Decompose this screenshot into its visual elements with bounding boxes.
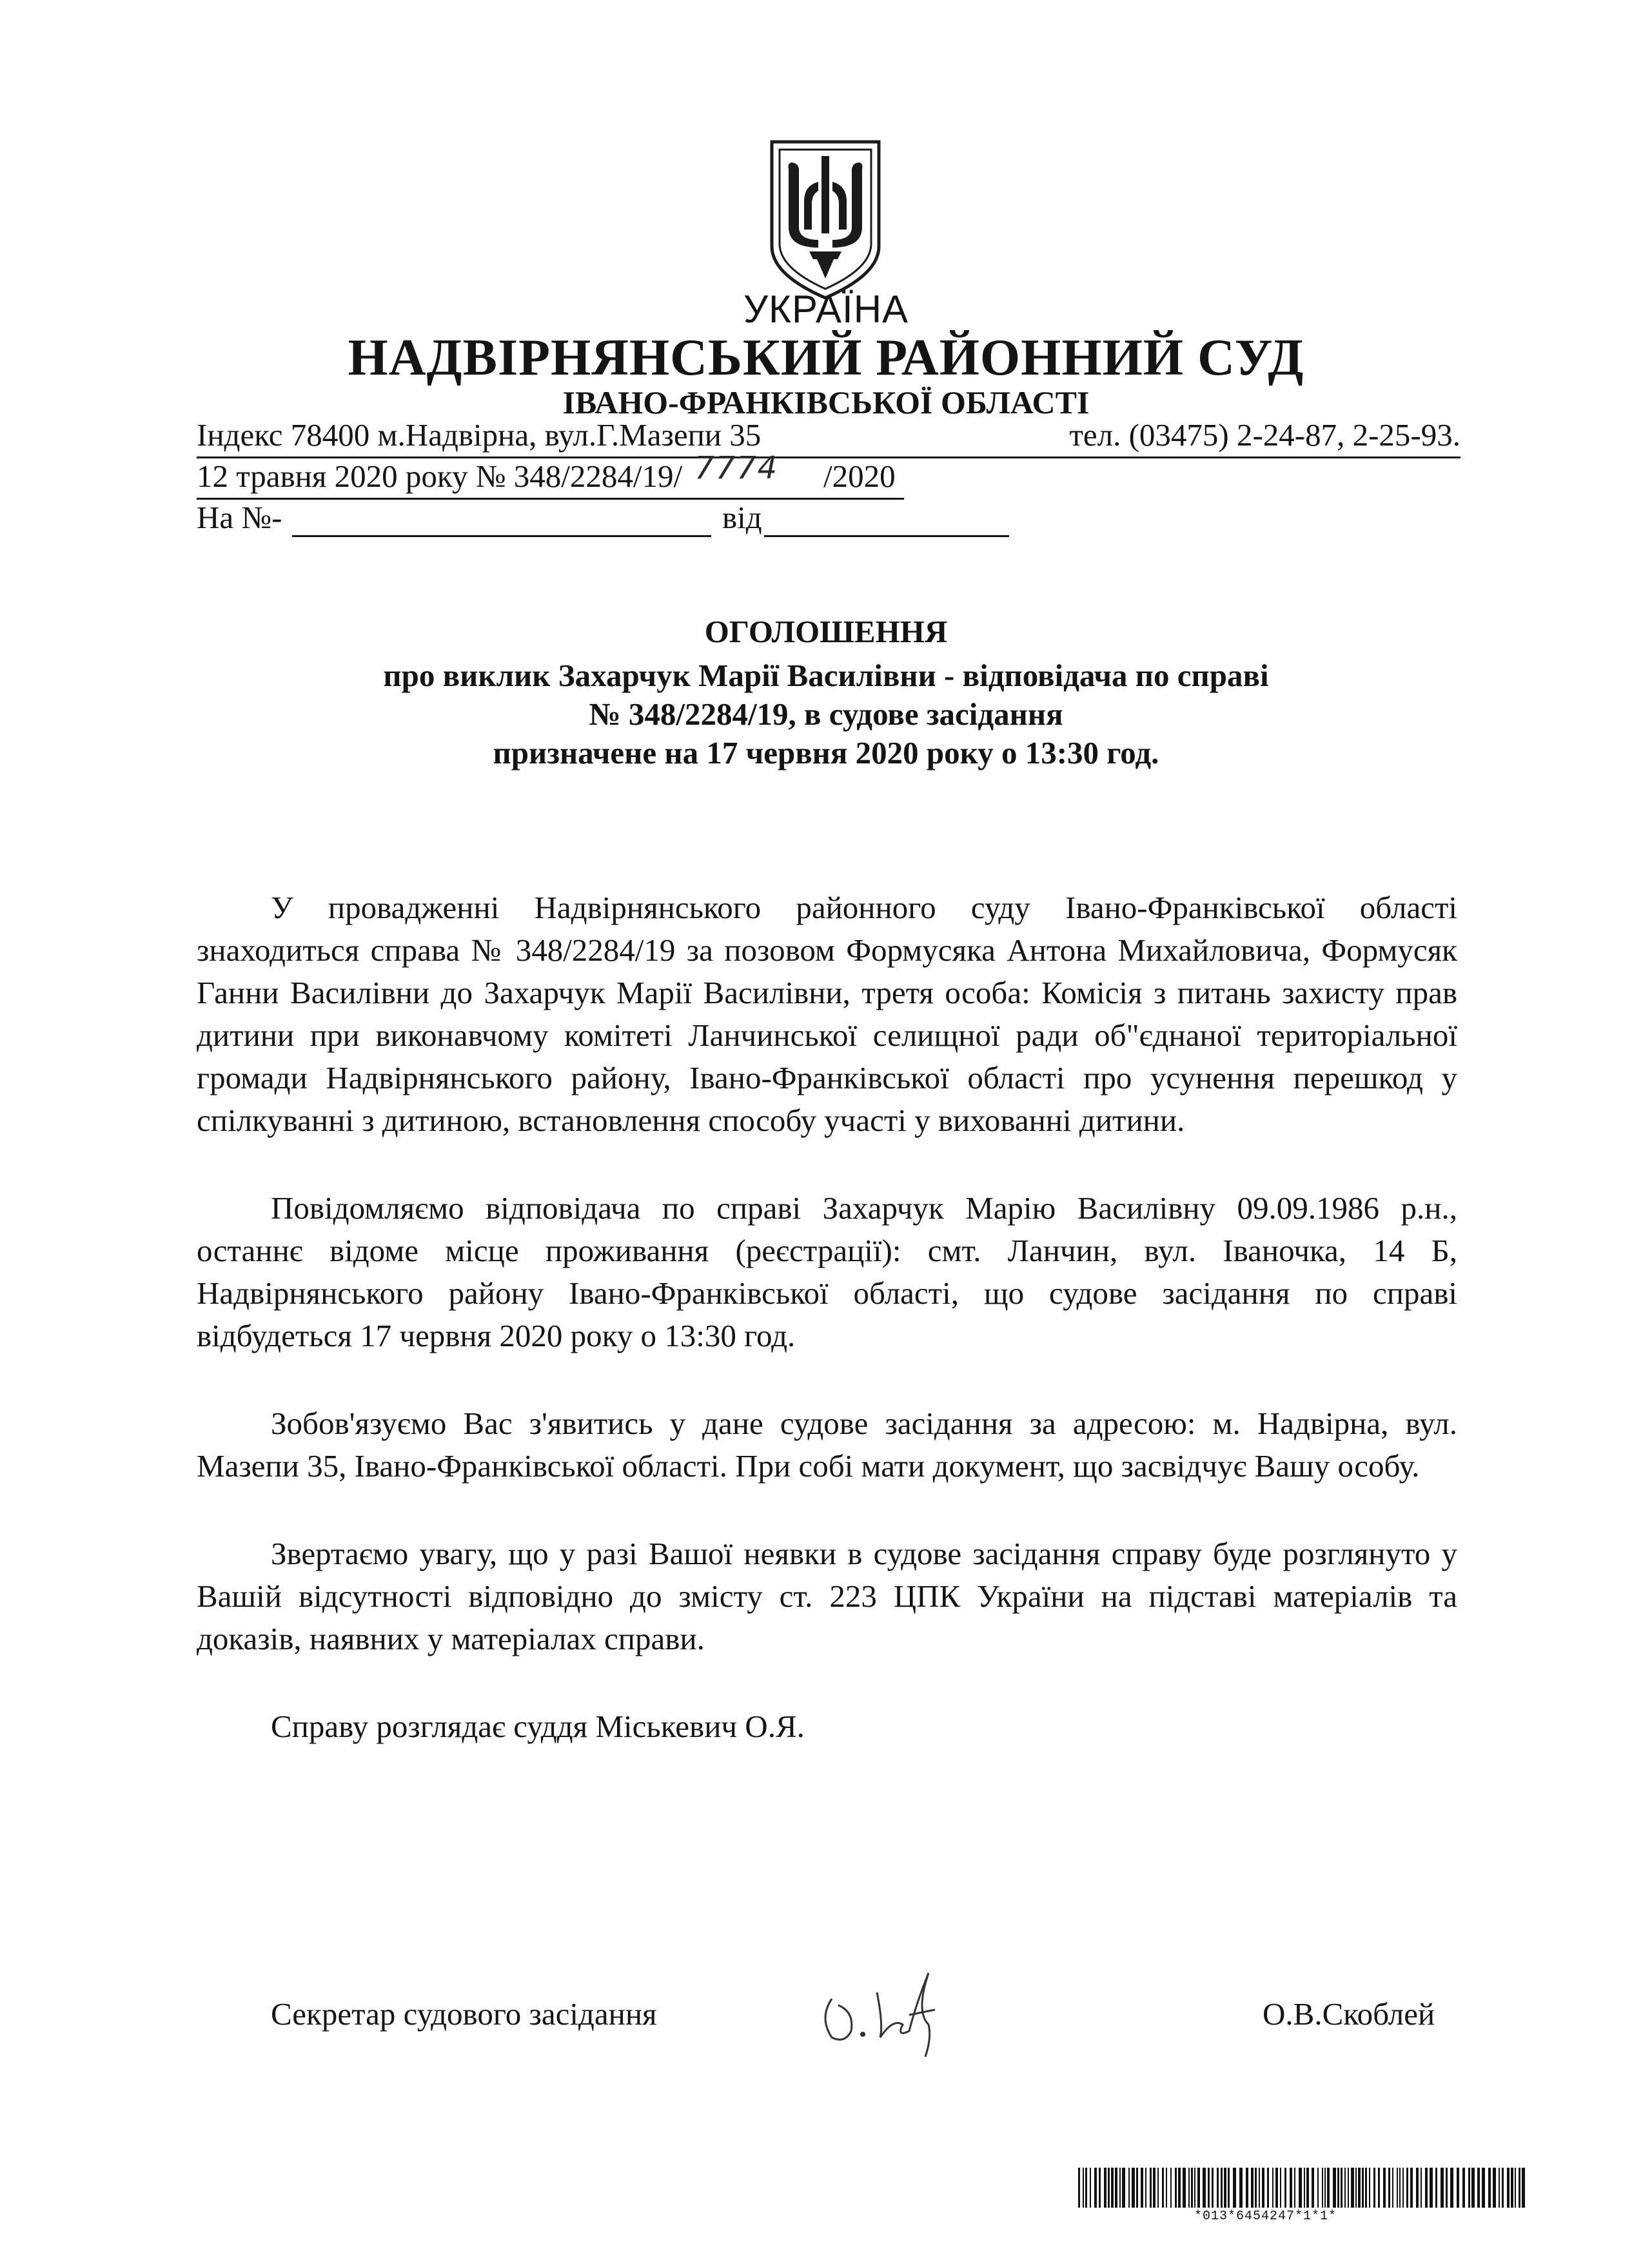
barcode-bar (1197, 2168, 1200, 2208)
barcode-bar (1344, 2168, 1346, 2208)
barcode-bar (1522, 2168, 1525, 2208)
barcode-bar (1324, 2168, 1326, 2208)
barcode-bar (1399, 2168, 1401, 2208)
barcode-bar (1462, 2168, 1465, 2208)
barcode-bar (1493, 2168, 1496, 2208)
barcode-bar (1392, 2168, 1393, 2208)
barcode-bar (1507, 2168, 1509, 2208)
barcode-bar (1519, 2168, 1520, 2208)
barcode-bar (1141, 2168, 1143, 2208)
barcode-bar (1355, 2168, 1357, 2208)
barcode-bar (1416, 2168, 1419, 2208)
barcode-bar (1304, 2168, 1305, 2208)
barcode-bar (1351, 2168, 1354, 2208)
body-paragraph-case: У провадженні Надвірнянського районного суду Івано-Франківської області знаходиться справа № 348/2284/19 за позовом Формусяка Антона Михайловича, Формусяк Ганни Василівни до Захарчук Марії Василівни, третя особа: Комісія з питань захисту прав дитини при виконавчому комітеті Ланчинської селищної ради об"єднаної територіальної громади Надвірнянського району, Івано-Франківської області про усунення перешкод у спілкуванні з дитиною, встановлення способу участі у вихованні дитини. (197, 890, 1457, 1138)
announcement-line-1: про виклик Захарчук Марії Василівни - відповідача по справі (383, 658, 1269, 693)
barcode-bar (1333, 2168, 1336, 2208)
barcode-bar (1203, 2168, 1206, 2208)
body-paragraph-judge: Справу розглядає суддя Міськевич О.Я. (271, 1709, 805, 1744)
barcode-bar (1194, 2168, 1195, 2208)
announcement-line-3: призначене на 17 червня 2020 року о 13:30 год. (493, 735, 1159, 770)
barcode-bar (1441, 2168, 1444, 2208)
barcode-bar (1468, 2168, 1470, 2208)
reply-number-blank (292, 535, 711, 537)
barcode-bar (1153, 2168, 1155, 2208)
country-name: УКРАЇНА (743, 288, 909, 331)
barcode-bar (1136, 2168, 1138, 2208)
barcode-bar (1188, 2168, 1190, 2208)
barcode-bar (1348, 2168, 1349, 2208)
barcode-bar (1369, 2168, 1370, 2208)
barcode-bar (1294, 2168, 1295, 2208)
barcode-bar (1119, 2168, 1121, 2208)
barcode-bar (1306, 2168, 1309, 2208)
barcode-bar (1421, 2168, 1422, 2208)
barcode-bar (1132, 2168, 1135, 2208)
barcode-bar (1341, 2168, 1342, 2208)
barcode-bar (1255, 2168, 1257, 2208)
barcode-bar (1262, 2168, 1264, 2208)
handwritten-signature-icon (806, 1954, 974, 2057)
barcode-bar (1115, 2168, 1117, 2208)
court-phone: тел. (03475) 2-24-87, 2-25-93. (1069, 417, 1460, 453)
barcode-bar (1178, 2168, 1181, 2208)
barcode-bar (1450, 2168, 1453, 2208)
barcode-bar (1085, 2168, 1087, 2208)
barcode-bar (1221, 2168, 1223, 2208)
barcode-bar (1383, 2168, 1386, 2208)
barcode-bar (1128, 2168, 1130, 2208)
barcode-bar (1108, 2168, 1110, 2208)
barcode-bar (1166, 2168, 1167, 2208)
outgoing-date-number: 12 травня 2020 року № 348/2284/19/ (197, 458, 683, 494)
announcement-body (197, 887, 1457, 1793)
barcode-bar (1299, 2168, 1302, 2208)
barcode-bar (1183, 2168, 1186, 2208)
barcode-bar (1471, 2168, 1475, 2208)
barcode-bar (1425, 2168, 1428, 2208)
barcode-bar (1267, 2168, 1269, 2208)
barcode-bar (1162, 2168, 1164, 2208)
barcode-bar (1511, 2168, 1513, 2208)
barcode-bar (1457, 2168, 1459, 2208)
barcode-bar (1251, 2168, 1254, 2208)
reply-reference-line (197, 502, 816, 539)
barcode-bar (1150, 2168, 1152, 2208)
court-region: ІВАНО-ФРАНКІВСЬКОЇ ОБЛАСТІ (562, 384, 1090, 420)
barcode-bar (1362, 2168, 1364, 2208)
barcode-bar (1094, 2168, 1097, 2208)
barcode-bar (1272, 2168, 1273, 2208)
barcode-bar (1157, 2168, 1159, 2208)
barcode-bar (1228, 2168, 1230, 2208)
handwritten-number: 7774 (694, 450, 779, 486)
barcode-bar (1373, 2168, 1375, 2208)
barcode-bar (1275, 2168, 1278, 2208)
barcode-bar (1239, 2168, 1243, 2208)
barcode-bar (1488, 2168, 1491, 2208)
barcode-bar (1122, 2168, 1125, 2208)
barcode-bar (1170, 2168, 1172, 2208)
barcode-bar (1397, 2168, 1398, 2208)
barcode-bar (1175, 2168, 1177, 2208)
barcode-bar (1317, 2168, 1319, 2208)
reply-date-label: від (722, 500, 762, 535)
barcode-bar (1083, 2168, 1084, 2208)
announcement-line-2: № 348/2284/19, в судове засідання (589, 696, 1063, 732)
barcode-bar (1358, 2168, 1361, 2208)
court-name: НАДВІРНЯНСЬКИЙ РАЙОННИЙ СУД (348, 329, 1304, 386)
reply-date-blank (764, 535, 1009, 537)
barcode-number: *013*6454247*1*1* (1194, 2209, 1337, 2224)
barcode-icon (1078, 2168, 1529, 2208)
barcode-bar (1145, 2168, 1146, 2208)
barcode-bar (1191, 2168, 1193, 2208)
barcode-bar (1499, 2168, 1500, 2208)
announcement-heading: ОГОЛОШЕННЯ (704, 614, 948, 649)
barcode-bar (1284, 2168, 1286, 2208)
barcode-bar (1482, 2168, 1485, 2208)
barcode-bar (1259, 2168, 1260, 2208)
barcode-bar (1337, 2168, 1339, 2208)
barcode-bar (1224, 2168, 1226, 2208)
outgoing-year-suffix: /2020 (823, 458, 896, 494)
barcode-bar (1410, 2168, 1413, 2208)
barcode-bar (1208, 2168, 1210, 2208)
body-paragraph-notice: Повідомляємо відповідача по справі Захарчук Марію Василівну 09.09.1986 р.н., останнє відоме місце проживання (реєстрації): смт. Ланчин, вул. Іваночка, 14 Б, Надвірнянського району Івано-Франківської області, що судове засідання по справі відбудеться 17 червня 2020 року о 13:30 год. (197, 1190, 1457, 1353)
barcode-bar (1406, 2168, 1408, 2208)
barcode-bar (1312, 2168, 1314, 2208)
barcode-bar (1388, 2168, 1390, 2208)
signatory-name: О.В.Скоблей (1263, 1996, 1435, 2032)
reply-number-label: На №- (197, 500, 282, 535)
barcode-bar (1402, 2168, 1404, 2208)
address-line (197, 419, 1460, 458)
trident-coat-of-arms-icon (765, 137, 885, 303)
body-paragraph-warning: Звертаємо увагу, що у разі Вашої неявки в судове засідання справу буде розглянуто у Вашій відсутності відповідно до змісту ст. 223 ЦПК України на підставі матеріалів та доказів, наявних у матеріалах справи. (197, 1536, 1457, 1656)
barcode-bar (1502, 2168, 1504, 2208)
barcode-bar (1104, 2168, 1106, 2208)
court-address: Індекс 78400 м.Надвірна, вул.Г.Мазепи 35 (197, 417, 762, 453)
barcode-bar (1212, 2168, 1214, 2208)
barcode-bar (1515, 2168, 1516, 2208)
barcode-bar (1217, 2168, 1219, 2208)
barcode-bar (1290, 2168, 1292, 2208)
signatory-role: Секретар судового засідання (271, 1996, 657, 2032)
barcode-bar (1365, 2168, 1367, 2208)
barcode-bar (1246, 2168, 1248, 2208)
barcode-bar (1435, 2168, 1437, 2208)
barcode-bar (1111, 2168, 1114, 2208)
barcode-bar (1378, 2168, 1380, 2208)
body-paragraph-summons: Зобов'язуємо Вас з'явитись у дане судове засідання за адресою: м. Надвірна, вул. Мазепи 35, Івано-Франківської області. При собі мати документ, що засвідчує Вашу особу. (197, 1406, 1457, 1484)
outgoing-number-line (197, 450, 904, 500)
barcode-bar (1233, 2168, 1236, 2208)
barcode-bar (1322, 2168, 1323, 2208)
barcode-bar (1099, 2168, 1101, 2208)
barcode-bar (1477, 2168, 1480, 2208)
barcode-bar (1280, 2168, 1281, 2208)
barcode-bar (1078, 2168, 1080, 2208)
barcode-bar (1090, 2168, 1091, 2208)
barcode-bar (1327, 2168, 1330, 2208)
barcode-bar (1446, 2168, 1448, 2208)
barcode-bar (1430, 2168, 1433, 2208)
